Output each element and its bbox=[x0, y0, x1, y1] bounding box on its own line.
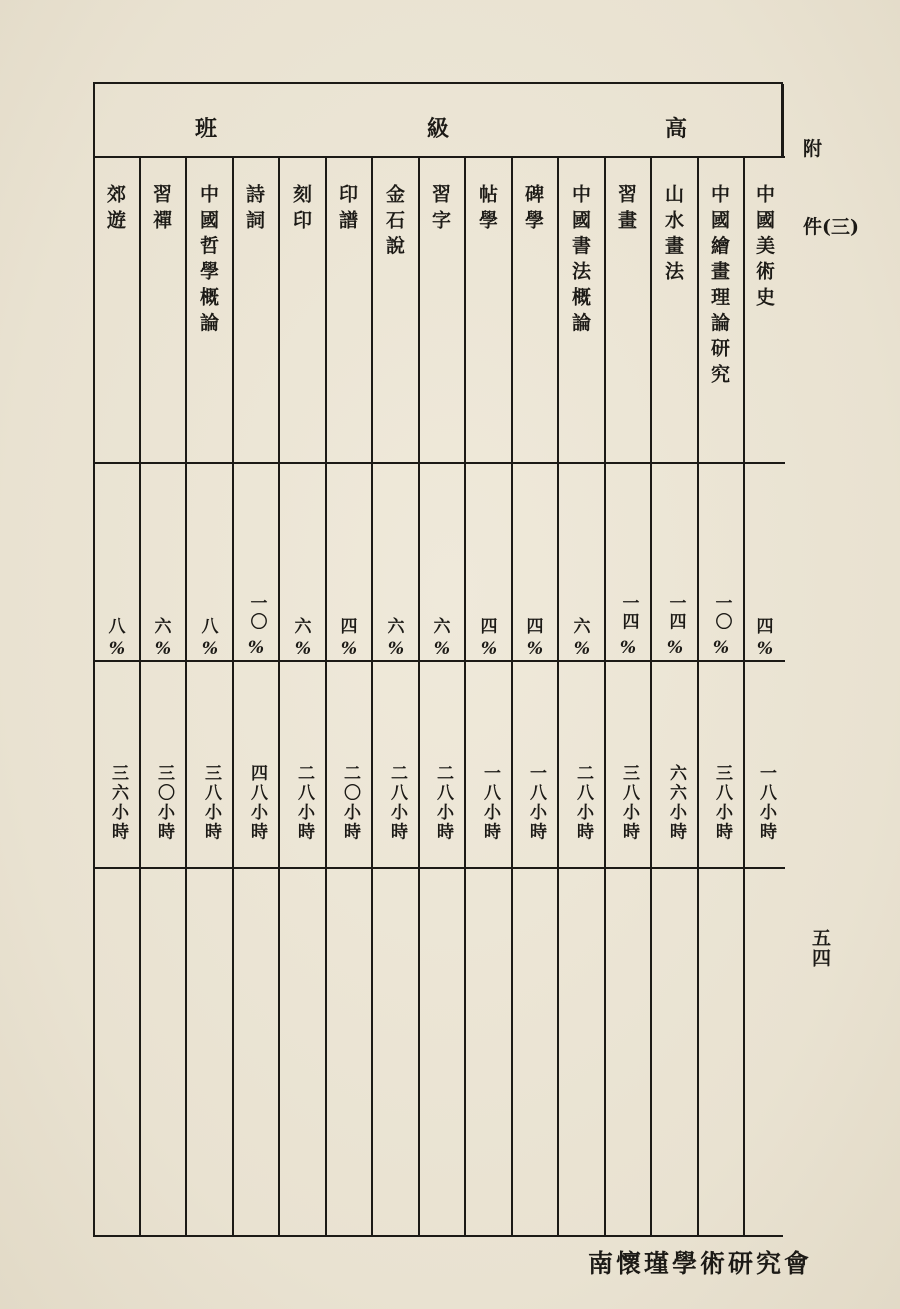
subject-name: 金石說 bbox=[383, 184, 405, 261]
header-char-gao: 高 bbox=[665, 116, 688, 142]
column-divider bbox=[278, 157, 280, 1237]
weight-number: 八 bbox=[108, 617, 126, 637]
weight-number: 六 bbox=[154, 617, 172, 637]
column-divider bbox=[232, 157, 234, 1237]
weight-number: 一四 bbox=[665, 594, 686, 632]
hours-cell: 一八小時 bbox=[756, 764, 776, 843]
column-divider bbox=[604, 157, 606, 1237]
subject-name: 中國繪畫理論研究 bbox=[708, 184, 730, 390]
weight-divider bbox=[95, 660, 785, 662]
weight-cell bbox=[236, 594, 276, 659]
hours-cell: 六六小時 bbox=[666, 764, 686, 843]
weight-number: 一〇 bbox=[246, 594, 267, 632]
subject-name: 習禪 bbox=[150, 184, 172, 236]
percent-sign: % bbox=[756, 639, 774, 659]
percent-sign: % bbox=[712, 638, 730, 659]
weight-number: 六 bbox=[573, 617, 591, 637]
weight-cell bbox=[143, 616, 183, 660]
weight-number: 四 bbox=[526, 617, 544, 637]
weight-cell bbox=[283, 616, 323, 660]
hours-divider bbox=[95, 867, 785, 869]
weight-cell bbox=[655, 594, 695, 659]
weight-cell bbox=[515, 616, 555, 660]
weight-cell bbox=[608, 594, 648, 659]
subject-name: 詩詞 bbox=[243, 184, 265, 236]
annex-number: 件(三) bbox=[803, 216, 859, 238]
weight-cell bbox=[97, 616, 137, 660]
percent-sign: % bbox=[480, 639, 498, 659]
weight-number: 四 bbox=[756, 617, 774, 637]
subject-name: 印譜 bbox=[336, 184, 358, 236]
column-divider bbox=[185, 157, 187, 1237]
column-divider bbox=[650, 157, 652, 1237]
weight-cell bbox=[701, 594, 741, 659]
subject-name: 碑學 bbox=[522, 184, 544, 236]
hours-cell: 二〇小時 bbox=[340, 764, 360, 843]
column-divider bbox=[511, 157, 513, 1237]
subject-name: 習字 bbox=[429, 184, 451, 236]
weight-number: 一四 bbox=[618, 594, 639, 632]
weight-cell bbox=[376, 616, 416, 660]
page-number: 五四 bbox=[809, 928, 831, 968]
hours-cell: 三六小時 bbox=[108, 764, 128, 843]
hours-cell: 一八小時 bbox=[526, 764, 546, 843]
subject-name: 中國書法概論 bbox=[569, 184, 591, 338]
percent-sign: % bbox=[108, 639, 126, 659]
weight-cell bbox=[329, 616, 369, 660]
weight-number: 六 bbox=[387, 617, 405, 637]
weight-cell bbox=[190, 616, 230, 660]
hours-cell: 三八小時 bbox=[201, 764, 221, 843]
hours-cell: 一八小時 bbox=[480, 764, 500, 843]
percent-sign: % bbox=[340, 639, 358, 659]
column-divider bbox=[697, 157, 699, 1237]
weight-cell bbox=[562, 616, 602, 660]
subject-name: 帖學 bbox=[476, 184, 498, 236]
header-divider bbox=[95, 156, 785, 158]
percent-sign: % bbox=[619, 638, 637, 659]
subject-name: 郊遊 bbox=[104, 184, 126, 236]
annex-label: 附 bbox=[803, 138, 823, 160]
column-divider bbox=[325, 157, 327, 1237]
weight-number: 四 bbox=[480, 617, 498, 637]
hours-cell: 二八小時 bbox=[573, 764, 593, 843]
hours-cell: 三〇小時 bbox=[154, 764, 174, 843]
weight-cell bbox=[422, 616, 462, 660]
weight-number: 六 bbox=[433, 617, 451, 637]
header-right-border bbox=[781, 84, 784, 158]
weight-number: 一〇 bbox=[711, 594, 732, 632]
weight-cell bbox=[745, 616, 785, 660]
subject-name: 中國哲學概論 bbox=[197, 184, 219, 338]
publisher-name: 南懷瑾學術研究會 bbox=[588, 1249, 813, 1278]
curriculum-table bbox=[93, 82, 783, 1237]
header-char-ban: 班 bbox=[195, 116, 218, 142]
subject-name: 中國美術史 bbox=[753, 184, 775, 313]
column-divider bbox=[139, 157, 141, 1237]
weight-cell bbox=[469, 616, 509, 660]
weight-number: 四 bbox=[340, 617, 358, 637]
percent-sign: % bbox=[526, 639, 544, 659]
column-divider bbox=[418, 157, 420, 1237]
hours-cell: 三八小時 bbox=[619, 764, 639, 843]
column-divider bbox=[464, 157, 466, 1237]
percent-sign: % bbox=[666, 638, 684, 659]
column-divider bbox=[557, 157, 559, 1237]
header-char-ji: 級 bbox=[427, 116, 450, 142]
percent-sign: % bbox=[433, 639, 451, 659]
percent-sign: % bbox=[201, 639, 219, 659]
hours-cell: 四八小時 bbox=[247, 764, 267, 843]
hours-cell: 三八小時 bbox=[712, 764, 732, 843]
column-divider bbox=[743, 157, 745, 1237]
percent-sign: % bbox=[247, 638, 265, 659]
percent-sign: % bbox=[154, 639, 172, 659]
hours-cell: 二八小時 bbox=[387, 764, 407, 843]
hours-cell: 二八小時 bbox=[294, 764, 314, 843]
column-divider bbox=[371, 157, 373, 1237]
subject-divider bbox=[95, 462, 785, 464]
percent-sign: % bbox=[294, 639, 312, 659]
percent-sign: % bbox=[387, 639, 405, 659]
hours-cell: 二八小時 bbox=[433, 764, 453, 843]
weight-number: 六 bbox=[294, 617, 312, 637]
subject-name: 習畫 bbox=[615, 184, 637, 236]
subject-name: 刻印 bbox=[290, 184, 312, 236]
percent-sign: % bbox=[573, 639, 591, 659]
weight-number: 八 bbox=[201, 617, 219, 637]
subject-name: 山水畫法 bbox=[662, 184, 684, 287]
